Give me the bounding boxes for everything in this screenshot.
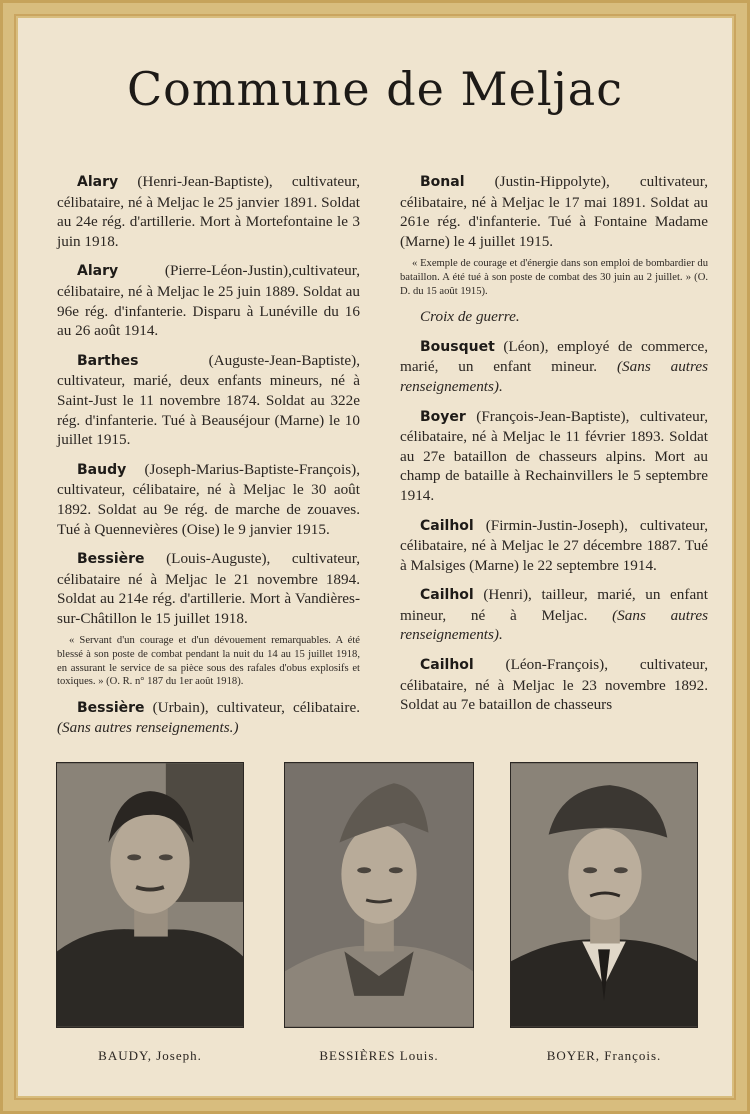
- entry-name: Cailhol: [420, 587, 474, 604]
- entry-name: Alary: [77, 174, 119, 190]
- portrait-image: [57, 763, 243, 1027]
- entry-name: Barthes: [77, 352, 139, 369]
- entry-text: (Firmin-Justin-Joseph), cultivateur, célibataire, né à Meljac le 27 décembre 1887. Tué à Malsiges (Marne) le 22 septembre 1914.: [400, 516, 708, 574]
- entry-text: (Henri), tailleur, marié, un enfant mineur, né à Meljac.: [400, 586, 708, 624]
- decoration-note: Croix de guerre.: [420, 308, 520, 326]
- entry-name: Cailhol: [420, 517, 474, 534]
- entry-text: (Léon), employé de commerce, marié, un enfant mineur.: [400, 337, 708, 376]
- entry: [400, 172, 708, 251]
- portrait-photo: [284, 762, 474, 1028]
- entry-name: Bessière: [77, 551, 145, 568]
- entry-name: Baudy: [77, 461, 127, 478]
- right-column: [400, 172, 708, 725]
- left-column: [57, 172, 360, 748]
- entry-text: (Joseph-Marius-Baptiste-François), cultivateur, célibataire, né à Meljac le 30 août 1892. Soldat au 9e rég. de marche de zouaves. Tué à Quennevières (Oise) le 9 janvier 1915.: [57, 460, 360, 538]
- entry-name: Cailhol: [420, 657, 474, 674]
- entry-note: (Sans autres renseignements).: [400, 358, 709, 395]
- entry-text: (Justin-Hippolyte), cultivateur, célibataire, né à Meljac le 17 mai 1891. Soldat au 261e rég. d'infanterie. Tué à Fontaine Madame (Marne) le 4 juillet 1915.: [400, 173, 708, 250]
- entry: [57, 351, 360, 450]
- entry: [57, 549, 360, 628]
- entry-note: (Sans autres renseignements.): [57, 719, 239, 737]
- page-title: Commune de Meljac: [126, 62, 623, 116]
- entry: [400, 655, 708, 715]
- entry-name: Bonal: [420, 174, 465, 190]
- entry-name: Bessière: [77, 699, 145, 716]
- portrait-image: [285, 763, 473, 1027]
- entry: [400, 407, 708, 506]
- entry-name: Boyer: [420, 408, 466, 425]
- entry-text: (François-Jean-Baptiste), cultivateur, célibataire, né à Meljac le 11 février 1893. Soldat au 27e bataillon de chasseurs alpins. Mort au champ de bataille à Rechainvillers le 5 septembre 1914.: [400, 407, 708, 504]
- entry-text: (Urbain), cultivateur, célibataire.: [152, 698, 361, 716]
- entry-note: (Sans autres renseignements).: [400, 606, 708, 644]
- entry-text: (Pierre-Léon-Justin),cultivateur, célibataire, né à Meljac le 25 juin 1889. Soldat au 96e rég. d'infanterie. Disparu à Lunéville du 16 au 26 août 1914.: [57, 262, 360, 340]
- photo-caption: BESSIÈRES Louis.: [319, 1048, 439, 1063]
- citation: « Exemple de courage et d'énergie dans son emploi de bombardier du bataillon. A été tué à son poste de combat des 30 juin au 2 juillet. » (O. D. du 15 août 1915).: [400, 258, 708, 297]
- portrait-photo: [56, 762, 244, 1028]
- entry-text: (Léon-François), cultivateur, célibataire, né à Meljac le 23 novembre 1892. Soldat au 7e bataillon de chasseurs: [400, 656, 708, 714]
- entry-text: (Louis-Auguste), cultivateur, célibataire né à Meljac le 21 novembre 1894. Soldat au 214e rég. d'artillerie. Mort à Vandières-sur-Châtillon le 15 juillet 1918.: [57, 550, 360, 627]
- entry-name: Bousquet: [420, 338, 495, 355]
- entry: [57, 698, 360, 738]
- entry: [57, 172, 360, 251]
- photo-caption: BAUDY, Joseph.: [98, 1048, 202, 1063]
- entry-text: (Henri-Jean-Baptiste), cultivateur, célibataire, né à Meljac le 25 janvier 1891. Soldat au 24e rég. d'artillerie. Mort à Mortefontaine le 3 juin 1918.: [57, 173, 360, 250]
- entry: [400, 337, 708, 397]
- photo-caption: BOYER, François.: [546, 1048, 662, 1063]
- entry: [400, 516, 708, 576]
- entry-name: Alary: [77, 263, 119, 280]
- entry-text: (Auguste-Jean-Baptiste), cultivateur, marié, deux enfants mineurs, né à Saint-Just le 11 novembre 1874. Soldat au 322e rég. d'infanterie. Tué à Beauséjour (Marne) le 10 juillet 1915.: [57, 351, 360, 449]
- portrait-image: [511, 763, 697, 1027]
- entry: [57, 460, 360, 539]
- citation: « Servant d'un courage et d'un dévouement remarquables. A été blessé à son poste de combat pendant la nuit du 14 au 15 juillet 1918, en assurant le service de sa pièce sous des rafales d'obus explosifs et toxiques. » (O. R. n° 187 du 1er août 1918).: [57, 635, 360, 688]
- portrait-photo: [510, 762, 698, 1028]
- entry: [57, 261, 360, 340]
- entry: [400, 585, 708, 645]
